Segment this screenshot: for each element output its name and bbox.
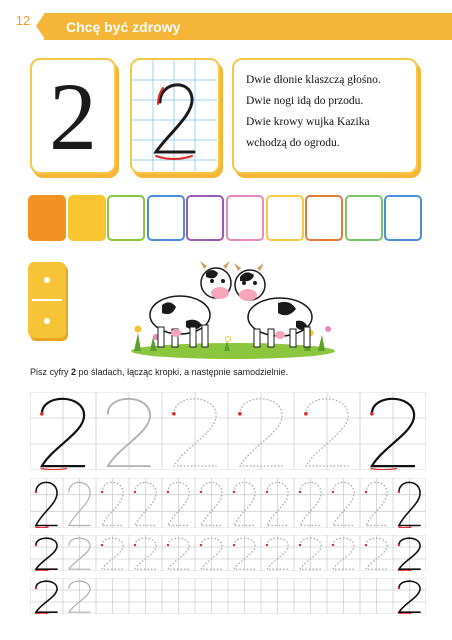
practice-digit-dotted — [134, 482, 156, 525]
poem-line: Dwie nogi idą do przodu. — [246, 95, 364, 107]
practice-digit-solid — [35, 538, 57, 571]
start-dot — [398, 544, 400, 546]
instruction-text — [30, 367, 288, 377]
flower — [325, 326, 331, 332]
color-square[interactable] — [147, 195, 185, 241]
practice-digit-dotted — [299, 482, 321, 525]
start-dot — [167, 544, 169, 546]
color-square[interactable] — [384, 195, 422, 241]
poem-line: Dwie krowy wujka Kazika — [246, 116, 370, 128]
practice-digit-dotted — [238, 399, 282, 466]
practice-digit-dotted — [365, 482, 387, 525]
practice-digit-dotted — [332, 482, 354, 525]
practice-digit-solid — [370, 399, 414, 470]
cow-left — [150, 261, 231, 347]
domino-dot — [44, 318, 50, 324]
start-dot — [299, 491, 301, 493]
practice-digit-dotted — [332, 538, 354, 569]
start-dot — [134, 544, 136, 546]
domino-dot — [44, 277, 50, 283]
instruction-digit: 2 — [71, 367, 77, 377]
color-square[interactable] — [186, 195, 224, 241]
poem-card — [232, 58, 418, 174]
instruction-before: Pisz cyfry — [30, 367, 72, 377]
practice-digit-solid — [35, 482, 57, 527]
practice-digit-solid — [35, 581, 57, 614]
start-dot — [200, 491, 202, 493]
start-dot — [134, 491, 136, 493]
page-title-text: Chcę być zdrowy — [66, 18, 181, 35]
practice-digit-solid — [398, 482, 420, 527]
practice-digit-dotted — [233, 482, 255, 525]
start-dot — [266, 491, 268, 493]
practice-digit-dotted — [233, 538, 255, 569]
start-dot — [35, 491, 37, 493]
practice-row — [30, 535, 426, 571]
domino-divider — [32, 299, 62, 301]
domino-tile — [28, 262, 66, 338]
start-dot — [40, 412, 44, 416]
instruction-after: po śladach, łącząc kropki, a następnie samodzielnie. — [76, 367, 289, 377]
cows-illustration — [128, 255, 338, 359]
start-dot — [238, 412, 242, 416]
start-dot — [200, 544, 202, 546]
start-dot — [233, 544, 235, 546]
traced-digit-card — [130, 58, 220, 174]
practice-digit-dotted — [266, 538, 288, 569]
start-dot — [167, 491, 169, 493]
start-dot — [332, 491, 334, 493]
start-dot — [398, 491, 400, 493]
traced-digit-stroke — [156, 85, 194, 152]
start-dot — [101, 491, 103, 493]
start-dot — [35, 544, 37, 546]
practice-digit-dotted — [200, 538, 222, 569]
start-dot — [35, 587, 37, 589]
practice-row — [30, 478, 426, 528]
page-title — [44, 13, 452, 40]
start-dot — [398, 587, 400, 589]
color-square[interactable] — [305, 195, 343, 241]
color-square[interactable] — [345, 195, 383, 241]
practice-digit-dotted — [299, 538, 321, 569]
traced-digit-grid — [132, 60, 217, 171]
start-dot — [365, 491, 367, 493]
practice-digit-dotted — [200, 482, 222, 525]
start-dot — [233, 491, 235, 493]
practice-digit-dotted — [167, 538, 189, 569]
cow-right — [234, 263, 312, 347]
flower — [135, 326, 142, 333]
practice-digit-dotted — [172, 399, 216, 466]
practice-digit-solid — [398, 538, 420, 571]
start-dot — [172, 412, 176, 416]
color-square[interactable] — [226, 195, 264, 241]
poem-line: wchodzą do ogrodu. — [246, 137, 340, 149]
page-number: 12 — [15, 12, 31, 28]
start-dot — [266, 544, 268, 546]
practice-digit-dotted — [266, 482, 288, 525]
practice-digit-dotted — [101, 538, 123, 569]
practice-digit-dotted — [365, 538, 387, 569]
start-dot — [365, 544, 367, 546]
color-square[interactable] — [28, 195, 66, 241]
practice-digit-dotted — [101, 482, 123, 525]
practice-digit-dotted — [304, 399, 348, 466]
practice-digit-dotted — [134, 538, 156, 569]
digit-card — [30, 58, 116, 174]
practice-row — [30, 392, 426, 470]
start-dot — [332, 544, 334, 546]
start-dot — [101, 544, 103, 546]
poem-line: Dwie dłonie klaszczą głośno. — [246, 74, 381, 86]
practice-digit-dotted — [167, 482, 189, 525]
color-square[interactable] — [68, 195, 106, 241]
color-square[interactable] — [266, 195, 304, 241]
start-dot — [299, 544, 301, 546]
practice-digit-solid — [398, 581, 420, 614]
practice-row — [30, 578, 426, 614]
practice-digit-solid — [40, 399, 84, 470]
color-square[interactable] — [107, 195, 145, 241]
start-dot — [304, 412, 308, 416]
flower — [226, 337, 231, 342]
digit-card-digit: 2 — [49, 62, 97, 170]
start-dot — [370, 412, 374, 416]
